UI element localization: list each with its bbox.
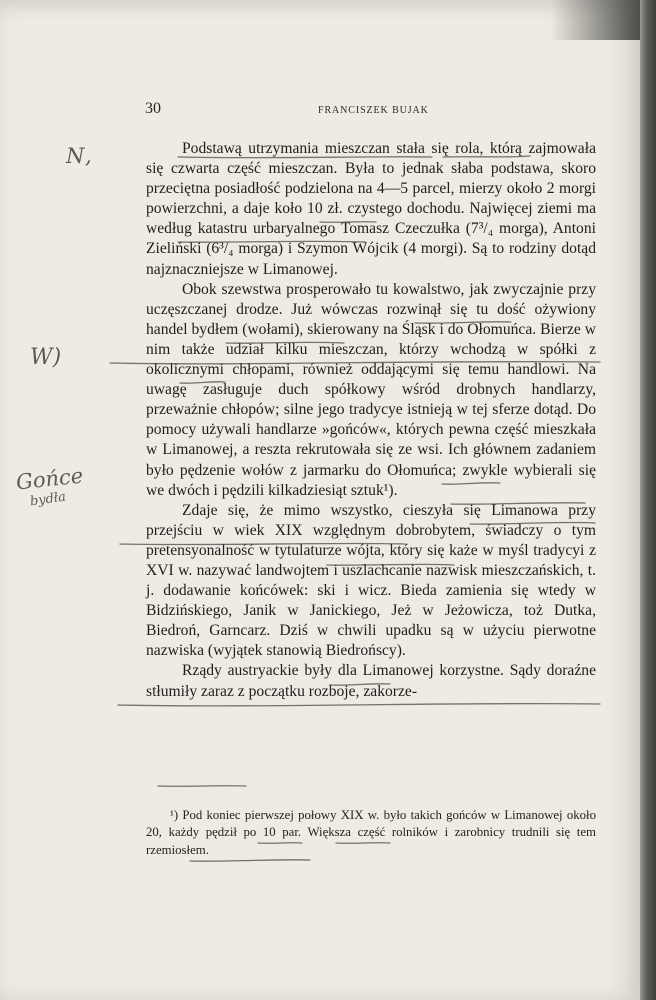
paragraph: Rządy austryackie były dla Limanowej korzystne. Sądy doraźne stłumiły zaraz z początku rozboje, zakorze- [146,662,596,700]
margin-note: N, [66,144,94,168]
page-corner-shadow [550,0,640,40]
paragraph: Obok szewstwa prosperowało tu kowalstwo, jak zwyczajnie przy uczęszczanej drodze. Już wówczas rozwinął się tu dość ożywiony handel bydłem (wołami), skierowany na Śląsk i do Ołomuńca. Bierze w nim także udział kilku mieszczan, którzy wchodzą w spółki z okolicznymi chłopami, również oddającymi się temu handlowi. Na uwagę zasługuje duch spółkowy wśród drobnych handlarzy, przeważnie chłopów; silne jego tradycye istnieją w tej sferze dotąd. Do pomocy używali handlarze »gońców«, których pewna część mieszkała w Limanowej, a reszta rekrutowała się ze wsi. Ich głównem zadaniem było pędzenie wołów z jarmarku do Ołomuńca; zwykle wybierali się we dwóch i pędzili kilkadziesiąt sztuk¹). [146,280,596,499]
margin-note: W) [30,345,62,370]
margin-note: Gońce [14,463,85,495]
page-number: 30 [145,100,161,117]
body-text [146,139,596,702]
running-head: FRANCISZEK BUJAK [318,105,429,116]
page-header [0,100,640,124]
footnote-section [146,807,596,859]
pencil-underline [158,786,246,787]
paragraph: Zdaje się, że mimo wszystko, cieszyła się Limanowa przy przejściu w wiek XIX względnym dobrobytem, świadczy o tym pretensyonalność w tytulaturze wójta, który się każe w myśl tradycyi z XVI w. nazywać landwojtem i uszlachcanie nazwisk mieszczańskich, t. j. dodawanie końcówek: ski i wicz. Bieda zamienia się wtedy w Bidzińskiego, Janik w Janickiego, Jeż w Jeżowicza, toż Dutka, Biedroń, Garncarz. Dziś w chwili upadku są w użyciu pierwotne nazwiska (wyjątek stanowią Biedrońscy). [146,501,596,660]
paragraph: Podstawą utrzymania mieszczan stała się rola, którą zajmowała się czwarta część mieszczan. Była to jednak słaba podstawa, skoro przeciętna posiadłość podzielona na 4—5 parcel, mierzy około 2 morgi powierzchni, a daje koło 10 zł. czystego dochodu. Najwięcej ziemi ma według katastru urbaryalnego Tomasz Czeczułka (7³/₄ morga), Antoni Zieliński (6³/₄ morga) i Szymon Wójcik (4 morgi). Są to rodziny dotąd najznaczniejsze w Limanowej. [146,140,596,278]
book-edge [640,0,656,1000]
footnote: ¹) Pod koniec pierwszej połowy XIX w. było takich gońców w Limanowej około 20, każdy pędził po 10 par. Większa część rolników i zarobnicy trudnili się tem rzemiosłem. [146,808,596,857]
pencil-underline [118,704,600,706]
pencil-underline [190,860,310,861]
margin-note: bydła [29,489,67,510]
